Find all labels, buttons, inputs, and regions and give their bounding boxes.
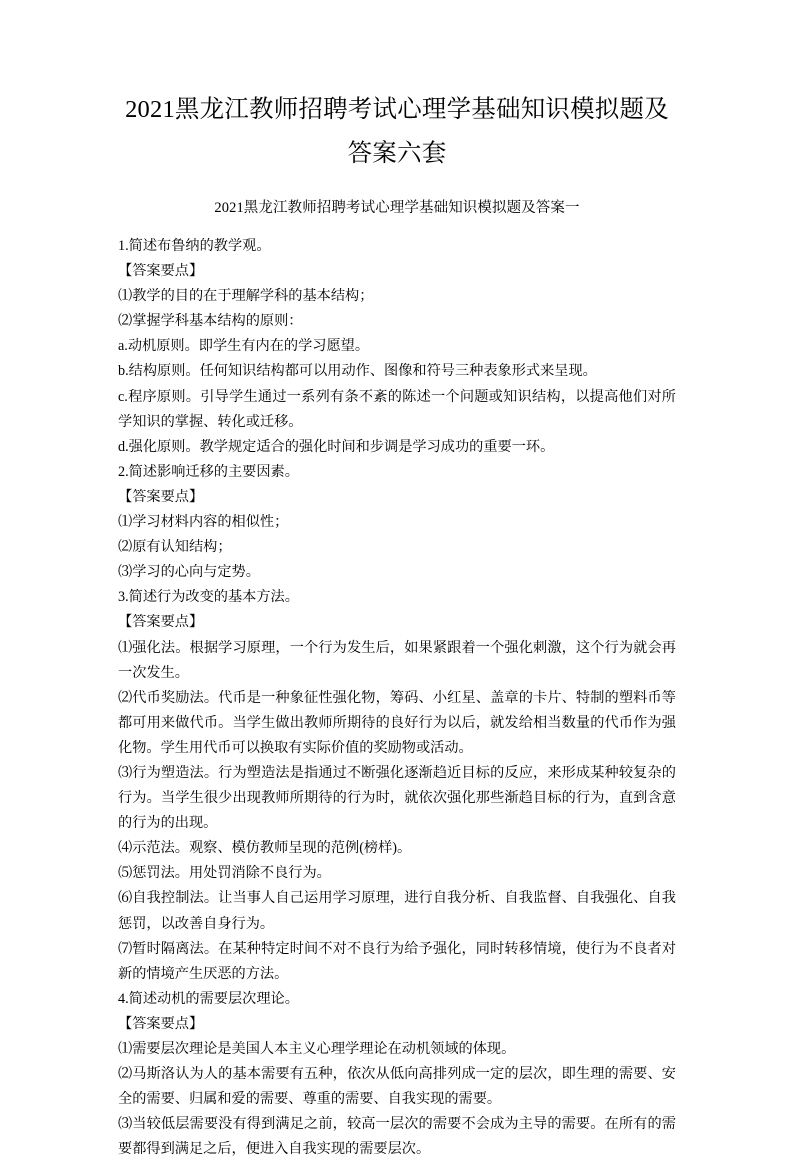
paragraph: ⑴学习材料内容的相似性； xyxy=(118,514,289,531)
paragraph: ⑴需要层次理论是美国人本主义心理学理论在动机领域的体现。 xyxy=(118,1041,516,1057)
paragraph: 【答案要点】 xyxy=(118,488,204,505)
paragraph: ⑵代币奖励法。代币是一种象征性强化物，筹码、小红星、盖章的卡片、特制的塑料币等都可用来做代币。当学生做出教师所期待的良好行为以后，就发给相当数量的代币作为强化物。学生用代币可以换取有实际价值的奖励物或活动。 xyxy=(118,689,676,756)
paragraph: ⑷示范法。观察、模仿教师呈现的范例(榜样)。 xyxy=(118,840,412,857)
paragraph: 3.简述行为改变的基本方法。 xyxy=(118,589,299,606)
paragraph: ⑶当较低层需要没有得到满足之前，较高一层次的需要不会成为主导的需要。在所有的需要都得到满足之后，便进入自我实现的需要层次。 xyxy=(118,1116,676,1158)
document-subtitle: 2021黑龙江教师招聘考试心理学基础知识模拟题及答案一 xyxy=(214,200,580,216)
paragraph: 1.简述布鲁纳的教学观。 xyxy=(118,238,271,254)
paragraph: 【答案要点】 xyxy=(118,1015,204,1032)
document-body xyxy=(118,234,676,1162)
paragraph: ⑶学习的心向与定势。 xyxy=(118,564,260,581)
paragraph: c.程序原则。引导学生通过一系列有条不紊的陈述一个问题或知识结构，以提高他们对所学知识的掌握、转化或迁移。 xyxy=(118,388,676,430)
page-title: 2021黑龙江教师招聘考试心理学基础知识模拟题及答案六套 xyxy=(125,96,669,167)
paragraph: ⑸惩罚法。用处罚消除不良行为。 xyxy=(118,865,331,882)
paragraph: 【答案要点】 xyxy=(118,263,204,280)
paragraph: ⑵马斯洛认为人的基本需要有五种，依次从低向高排列成一定的层次，即生理的需要、安全的需要、归属和爱的需要、尊重的需要、自我实现的需要。 xyxy=(118,1066,676,1108)
paragraph: ⑵掌握学科基本结构的原则： xyxy=(118,313,303,330)
paragraph: 2.简述影响迁移的主要因素。 xyxy=(118,463,299,480)
paragraph: ⑴强化法。根据学习原理，一个行为发生后，如果紧跟着一个强化刺激，这个行为就会再一次发生。 xyxy=(118,639,676,681)
paragraph: ⑹自我控制法。让当事人自己运用学习原理，进行自我分析、自我监督、自我强化、自我惩罚，以改善自身行为。 xyxy=(118,890,676,932)
paragraph: b.结构原则。任何知识结构都可以用动作、图像和符号三种表象形式来呈现。 xyxy=(118,363,597,380)
paragraph: 4.简述动机的需要层次理论。 xyxy=(118,990,299,1007)
paragraph: a.动机原则。即学生有内在的学习愿望。 xyxy=(118,338,370,355)
paragraph: ⑺暂时隔离法。在某种特定时间不对不良行为给予强化，同时转移情境，使行为不良者对新的情境产生厌恶的方法。 xyxy=(118,940,676,982)
paragraph: 【答案要点】 xyxy=(118,614,204,631)
paragraph: ⑵原有认知结构； xyxy=(118,539,232,556)
paragraph: ⑴教学的目的在于理解学科的基本结构； xyxy=(118,288,374,305)
paragraph: ⑶行为塑造法。行为塑造法是指通过不断强化逐渐趋近目标的反应，来形成某种较复杂的行为。当学生很少出现教师所期待的行为时，就依次强化那些渐趋目标的行为，直到含意的行为的出现。 xyxy=(118,764,676,832)
paragraph: d.强化原则。教学规定适合的强化时间和步调是学习成功的重要一环。 xyxy=(118,438,555,455)
